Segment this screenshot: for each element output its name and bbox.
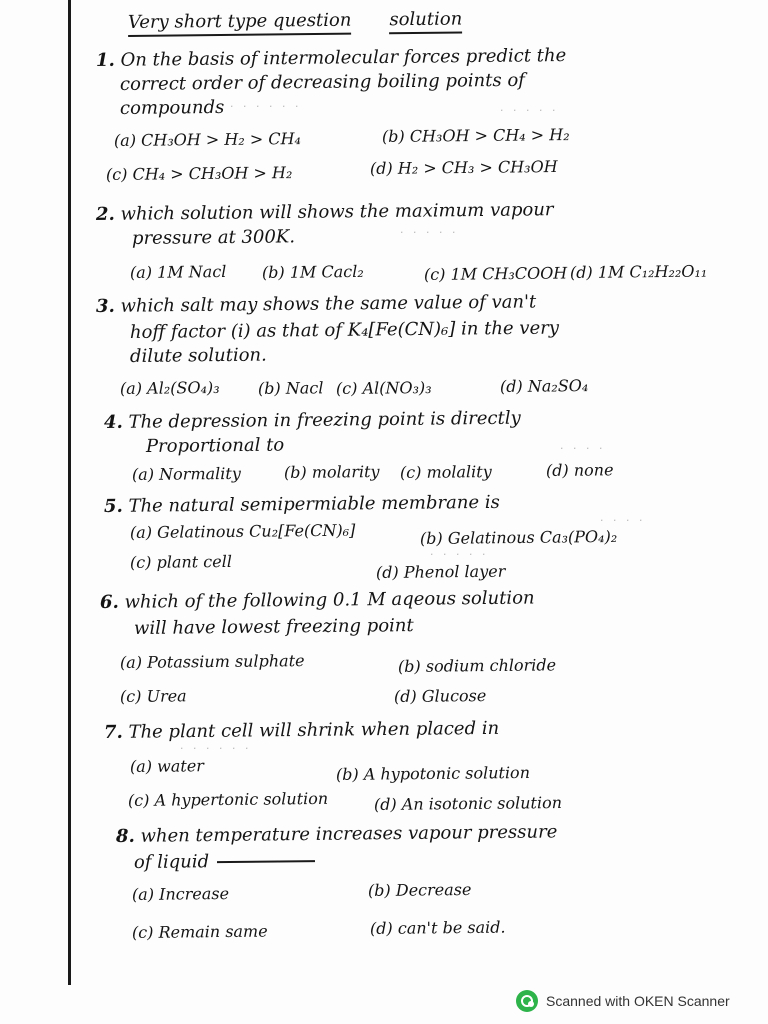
scanner-watermark bbox=[516, 990, 730, 1012]
option-d: (d) H₂ > CH₃ > CH₃OH bbox=[369, 157, 558, 178]
question-7 bbox=[104, 718, 499, 744]
question-text: when temperature increases vapour pressure bbox=[140, 821, 558, 847]
bleed-through-mark: · · · · bbox=[600, 514, 646, 527]
question-text: dilute solution. bbox=[129, 344, 267, 367]
option-a: (a) Increase bbox=[131, 883, 230, 904]
option-c: (c) A hypertonic solution bbox=[127, 788, 329, 810]
heading-subject: solution bbox=[389, 9, 462, 35]
option-d: (d) can't be said. bbox=[369, 917, 506, 938]
option-d: (d) An isotonic solution bbox=[373, 793, 563, 814]
option-a: (a) 1M Nacl bbox=[129, 261, 227, 282]
question-text: correct order of decreasing boiling points of bbox=[119, 69, 526, 95]
question-text: compounds bbox=[119, 96, 225, 119]
question-8 bbox=[116, 821, 558, 848]
option-b: (b) 1M Cacl₂ bbox=[261, 261, 364, 282]
question-8-line-2 bbox=[134, 850, 315, 874]
option-b: (b) Decrease bbox=[367, 879, 472, 900]
question-4 bbox=[104, 408, 521, 434]
bleed-through-mark: · · · · · · bbox=[230, 100, 302, 113]
option-d: (d) Phenol layer bbox=[375, 561, 506, 582]
option-a: (a) Normality bbox=[131, 463, 241, 484]
option-a: (a) Al₂(SO₄)₃ bbox=[119, 377, 220, 398]
question-text: On the basis of intermolecular forces predict the bbox=[120, 45, 567, 71]
question-text: which of the following 0.1 M aqeous solution bbox=[124, 587, 535, 613]
option-c: (c) 1M CH₃COOH bbox=[423, 263, 568, 284]
question-text: which solution will shows the maximum vapour bbox=[120, 199, 554, 225]
option-b: (b) A hypotonic solution bbox=[335, 762, 531, 784]
bleed-through-mark: · · · · · bbox=[400, 226, 459, 239]
option-d: (d) Na₂SO₄ bbox=[499, 376, 589, 396]
option-d: (d) 1M C₁₂H₂₂O₁₁ bbox=[569, 261, 708, 282]
question-number: 2. bbox=[95, 203, 115, 225]
question-2 bbox=[96, 199, 554, 226]
question-number: 8. bbox=[115, 825, 135, 847]
option-a: (a) CH₃OH > H₂ > CH₄ bbox=[113, 129, 302, 150]
page-heading bbox=[128, 9, 463, 37]
question-number: 3. bbox=[95, 295, 115, 317]
option-d: (d) Glucose bbox=[393, 686, 487, 706]
question-number: 6. bbox=[99, 591, 119, 613]
bleed-through-mark: · · · · bbox=[560, 442, 606, 455]
option-c: (c) Remain same bbox=[131, 921, 268, 942]
option-a: (a) Gelatinous Cu₂[Fe(CN)₆] bbox=[129, 520, 356, 542]
question-number: 5. bbox=[103, 495, 123, 517]
option-c: (c) molality bbox=[399, 462, 492, 482]
option-b: (b) molarity bbox=[283, 462, 380, 482]
question-text: hoff factor (i) as that of K₄[Fe(CN)₆] in the very bbox=[129, 317, 560, 343]
option-d: (d) none bbox=[545, 460, 614, 480]
question-5 bbox=[104, 492, 500, 518]
question-number: 4. bbox=[103, 411, 123, 433]
heading-title: Very short type question bbox=[128, 10, 352, 37]
bleed-through-mark: · · · · · bbox=[430, 548, 489, 561]
option-b: (b) CH₃OH > CH₄ > H₂ bbox=[381, 125, 570, 146]
option-b: (b) Nacl bbox=[257, 378, 324, 398]
question-text: The depression in freezing point is directly bbox=[128, 407, 521, 433]
question-text: of liquid bbox=[133, 851, 210, 873]
bleed-through-mark: · · · · · · bbox=[180, 742, 252, 755]
question-3 bbox=[96, 291, 536, 318]
option-c: (c) Al(NO₃)₃ bbox=[335, 377, 432, 398]
option-a: (a) Potassium sulphate bbox=[119, 651, 305, 672]
question-text: The natural semipermiable membrane is bbox=[128, 491, 500, 517]
option-c: (c) Urea bbox=[119, 686, 187, 706]
scanner-watermark-text: Scanned with OKEN Scanner bbox=[546, 993, 730, 1009]
bleed-through-mark: · · · · · bbox=[500, 104, 559, 117]
question-number: 1. bbox=[95, 49, 115, 71]
question-text: pressure at 300K. bbox=[131, 226, 296, 249]
question-6 bbox=[100, 587, 535, 614]
option-b: (b) Gelatinous Ca₃(PO₄)₂ bbox=[419, 526, 618, 548]
question-text: which salt may shows the same value of van't bbox=[120, 291, 537, 317]
answer-blank bbox=[217, 860, 315, 863]
question-number: 7. bbox=[103, 721, 123, 743]
question-text: will have lowest freezing point bbox=[133, 615, 414, 639]
option-b: (b) sodium chloride bbox=[397, 655, 557, 676]
question-text: The plant cell will shrink when placed in bbox=[128, 717, 500, 743]
option-c: (c) plant cell bbox=[129, 551, 233, 572]
question-text: Proportional to bbox=[145, 434, 285, 457]
page-margin-line bbox=[68, 0, 71, 985]
question-1 bbox=[96, 45, 566, 72]
option-a: (a) water bbox=[129, 756, 204, 776]
option-c: (c) CH₄ > CH₃OH > H₂ bbox=[105, 163, 293, 184]
oken-scanner-logo-icon bbox=[516, 990, 538, 1012]
